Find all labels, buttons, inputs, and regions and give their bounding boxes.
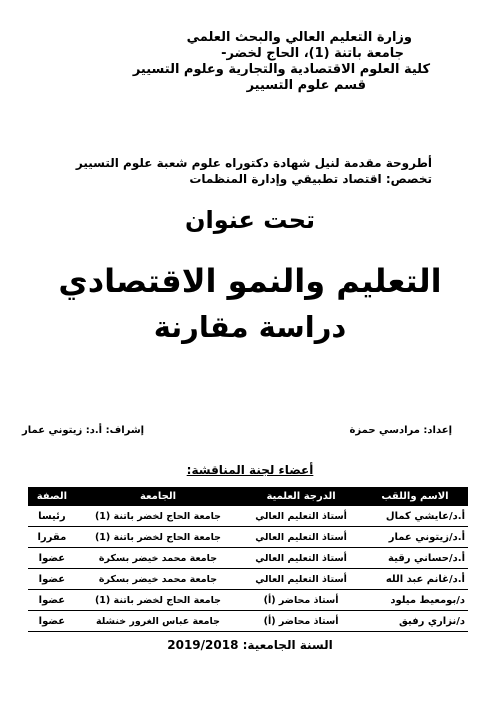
member-university: جامعة الحاج لخضر باتنة (1) (76, 527, 240, 548)
member-name: أ.د/عايشي كمال (362, 506, 468, 527)
header-university: الجامعة (76, 487, 240, 506)
table-row (28, 569, 468, 590)
committee-table (28, 487, 468, 632)
member-role: عضوا (28, 611, 76, 632)
member-role: عضوا (28, 548, 76, 569)
member-rank: أستاذ التعليم العالي (240, 506, 362, 527)
member-rank: أستاذ محاضر (أ) (240, 611, 362, 632)
member-role: عضوا (28, 590, 76, 611)
header-role: الصفة (28, 487, 76, 506)
member-rank: أستاذ التعليم العالي (240, 569, 362, 590)
table-row (28, 548, 468, 569)
header-name: الاسم واللقب (362, 487, 468, 506)
sub-title: دراسة مقارنة (153, 310, 347, 344)
member-university: جامعة محمد خيضر بسكرة (76, 569, 240, 590)
member-name: أ.د/غانم عبد الله (362, 569, 468, 590)
thesis-type: أطروحة مقدمة لنيل شهادة دكتوراه علوم شعبة علوم التسيير (75, 156, 432, 170)
member-name: د/نزاري رفيق (362, 611, 468, 632)
member-role: رئيسا (28, 506, 76, 527)
member-university: جامعة محمد خيضر بسكرة (76, 548, 240, 569)
member-university: جامعة عباس الغرور خنشلة (76, 611, 240, 632)
table-row (28, 611, 468, 632)
academic-year: السنة الجامعية: 2019/2018 (167, 638, 333, 652)
member-role: عضوا (28, 569, 76, 590)
department-name: قسم علوم التسيير (246, 78, 366, 93)
member-name: أ.د/زيتوني عمار (362, 527, 468, 548)
faculty-name: كلية العلوم الاقتصادية والتجارية وعلوم التسيير (132, 62, 430, 77)
table-row (28, 590, 468, 611)
title-label: تحت عنوان (184, 206, 316, 234)
member-university: جامعة الحاج لخضر باتنة (1) (76, 590, 240, 611)
member-rank: أستاذ التعليم العالي (240, 548, 362, 569)
header-rank: الدرجة العلمية (240, 487, 362, 506)
prepared-by: إعداد: مرادسي حمزة (349, 425, 452, 436)
thesis-specialty: تخصص: اقتصاد تطبيقي وإدارة المنظمات (189, 172, 432, 186)
preparation-line (22, 425, 452, 441)
member-role: مقررا (28, 527, 76, 548)
table-row (28, 527, 468, 548)
member-rank: أستاذ التعليم العالي (240, 527, 362, 548)
member-name: د/بومعيط ميلود (362, 590, 468, 611)
committee-title: أعضاء لجنة المناقشة: (186, 463, 314, 477)
university-name: جامعة باتنة (1)، الحاج لخضر- (221, 46, 404, 61)
table-row (28, 506, 468, 527)
thesis-info (12, 155, 432, 187)
ministry-name: وزارة التعليم العالي والبحث العلمي (186, 30, 412, 45)
supervisor: إشراف: أ.د: زيتوني عمار (22, 425, 145, 436)
member-name: أ.د/حساني رقية (362, 548, 468, 569)
member-rank: أستاذ محاضر (أ) (240, 590, 362, 611)
table-header-row (28, 487, 468, 506)
main-title: التعليم والنمو الاقتصادي (58, 262, 442, 300)
member-university: جامعة الحاج لخضر باتنة (1) (76, 506, 240, 527)
institution-header (70, 30, 430, 94)
